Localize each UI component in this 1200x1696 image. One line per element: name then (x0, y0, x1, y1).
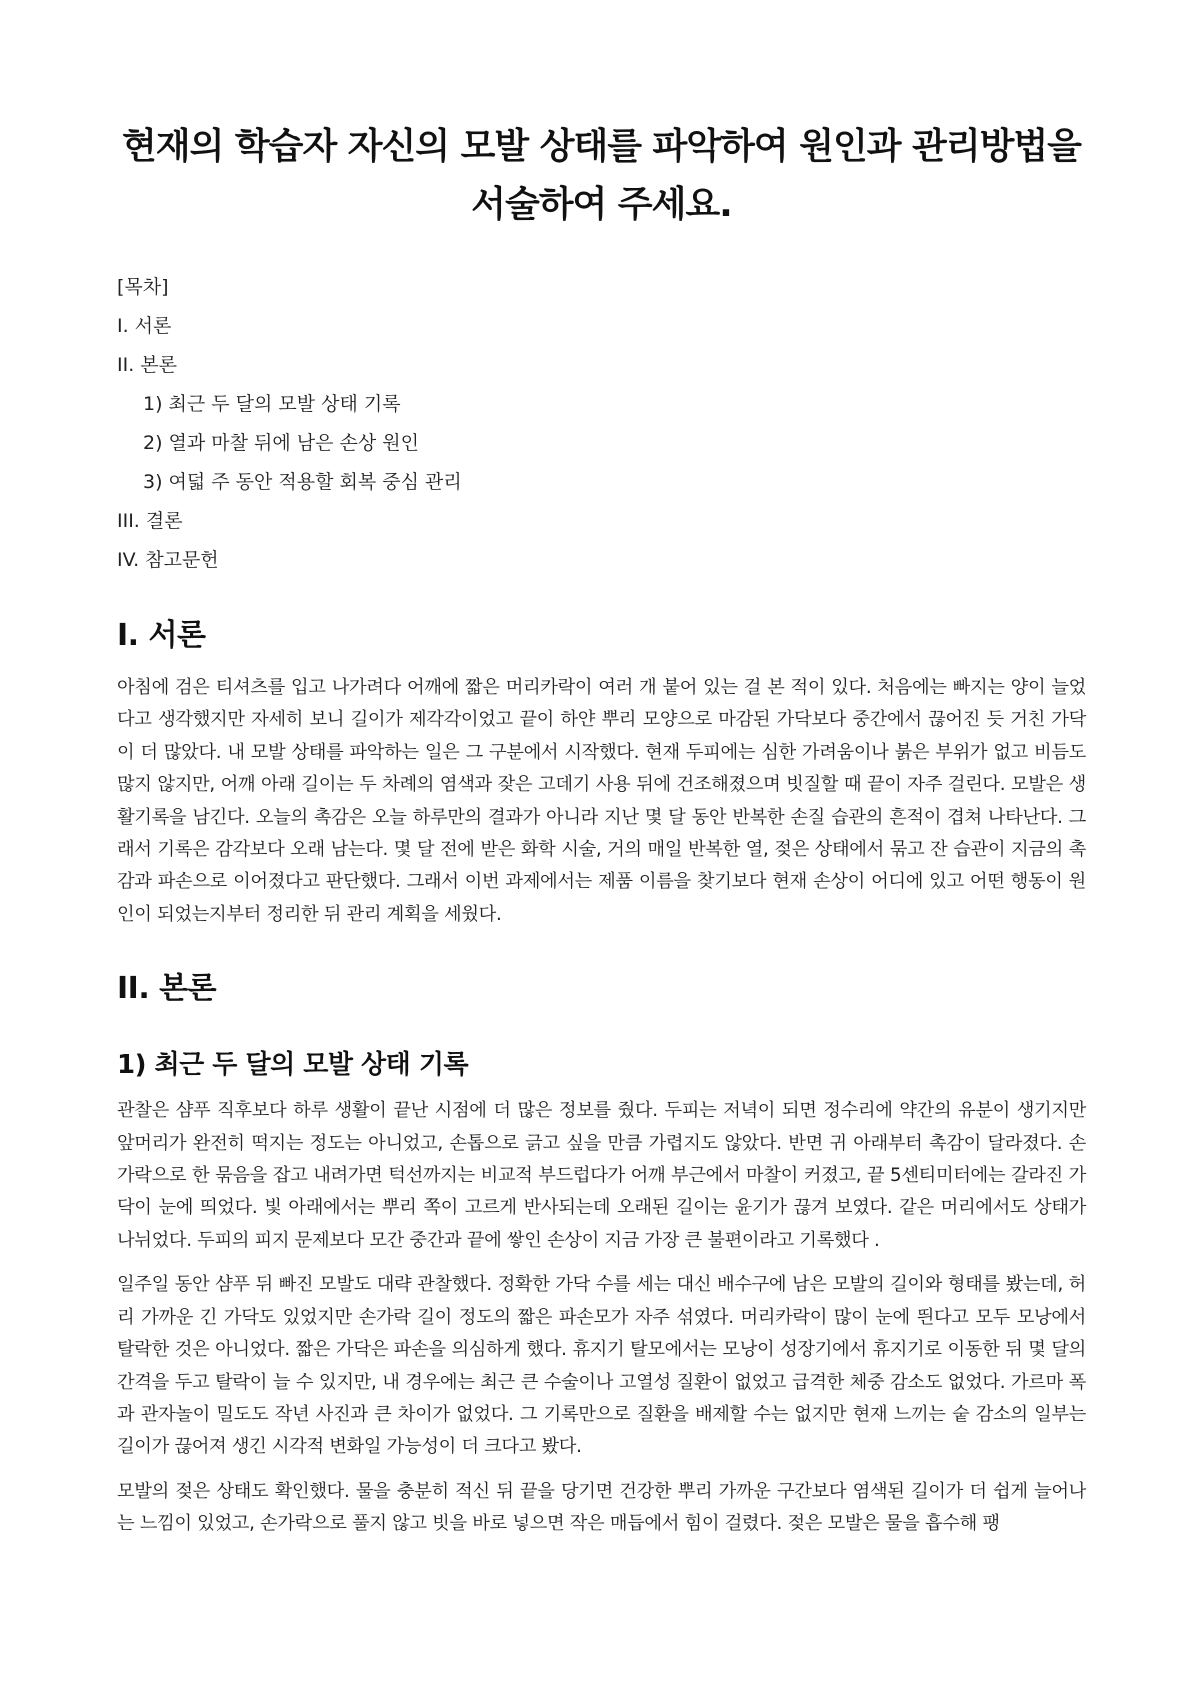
table-of-contents (117, 268, 1086, 580)
toc-item-body-sub1: 1) 최근 두 달의 모발 상태 기록 (143, 393, 401, 415)
subsection-heading-1: 1) 최근 두 달의 모발 상태 기록 (117, 1050, 469, 1081)
document-title: 현재의 학습자 자신의 모발 상태를 파악하여 원인과 관리방법을 서술하여 주세요. (122, 126, 1081, 225)
section-intro (117, 614, 1086, 931)
toc-item-body-sub3: 3) 여덟 주 동안 적용할 회복 중심 관리 (143, 471, 462, 493)
toc-item-body-sub2: 2) 열과 마찰 뒤에 남은 손상 원인 (143, 432, 419, 454)
toc-item-body: II. 본론 (117, 354, 177, 376)
toc-item-references: IV. 참고문헌 (117, 549, 219, 571)
body-paragraph-2: 일주일 동안 샴푸 뒤 빠진 모발도 대략 관찰했다. 정확한 가닥 수를 세는 대신 배수구에 남은 모발의 길이와 형태를 봤는데, 허리 가까운 긴 가닥도 있었지만 손가락 길이 정도의 짧은 파손모가 자주 섞였다. 머리카락이 많이 눈에 띈다고 모두 모낭에서 탈락한 것은 아니었다. 짧은 가닥은 파손을 의심하게 했다. 휴지기 탈모에서는 모낭이 성장기에서 휴지기로 이동한 뒤 몇 달의 간격을 두고 탈락이 늘 수 있지만, 내 경우에는 최근 큰 수술이나 고열성 질환이 없었고 급격한 체중 감소도 없었다. 가르마 폭과 관자놀이 밀도도 작년 사진과 큰 차이가 없었다. 그 기록만으로 질환을 배제할 수는 없지만 현재 느끼는 숱 감소의 일부는 길이가 끊어져 생긴 시각적 변화일 가능성이 더 크다고 봤다. (117, 1274, 1086, 1458)
toc-item-conclusion: III. 결론 (117, 510, 183, 532)
section-heading-body: II. 본론 (117, 971, 217, 1007)
toc-item-intro: I. 서론 (117, 315, 172, 337)
body-paragraph-3: 모발의 젖은 상태도 확인했다. 물을 충분히 적신 뒤 끝을 당기면 건강한 뿌리 가까운 구간보다 염색된 길이가 더 쉽게 늘어나는 느낌이 있었고, 손가락으로 풀지 않고 빗을 바로 넣으면 작은 매듭에서 힘이 걸렸다. 젖은 모발은 물을 흡수해 팽 (117, 1480, 1086, 1535)
toc-heading: [목차] (117, 276, 169, 298)
intro-paragraph: 아침에 검은 티셔츠를 입고 나가려다 어깨에 짧은 머리카락이 여러 개 붙어 있는 걸 본 적이 있다. 처음에는 빠지는 양이 늘었다고 생각했지만 자세히 보니 길이가 제각각이었고 끝이 하얀 뿌리 모양으로 마감된 가닥보다 중간에서 끊어진 듯 거친 가닥이 더 많았다. 내 모발 상태를 파악하는 일은 그 구분에서 시작했다. 현재 두피에는 심한 가려움이나 붉은 부위가 없고 비듬도 많지 않지만, 어깨 아래 길이는 두 차례의 염색과 잦은 고데기 사용 뒤에 건조해졌으며 빗질할 때 끝이 자주 걸린다. 모발은 생활기록을 남긴다. 오늘의 촉감은 오늘 하루만의 결과가 아니라 지난 몇 달 동안 반복한 손질 습관의 흔적이 겹쳐 나타난다. 그래서 기록은 감각보다 오래 남는다. 몇 달 전에 받은 화학 시술, 거의 매일 반복한 열, 젖은 상태에서 묶고 잔 습관이 지금의 촉감과 파손으로 이어졌다고 판단했다. 그래서 이번 과제에서는 제품 이름을 찾기보다 현재 손상이 어디에 있고 어떤 행동이 원인이 되었는지부터 정리한 뒤 관리 계획을 세웠다. (117, 677, 1086, 925)
body-paragraph-1: 관찰은 샴푸 직후보다 하루 생활이 끝난 시점에 더 많은 정보를 줬다. 두피는 저녁이 되면 정수리에 약간의 유분이 생기지만 앞머리가 완전히 떡지는 정도는 아니었고, 손톱으로 긁고 싶을 만큼 가렵지도 않았다. 반면 귀 아래부터 촉감이 달라졌다. 손가락으로 한 묶음을 잡고 내려가면 턱선까지는 비교적 부드럽다가 어깨 부근에서 마찰이 커졌고, 끝 5센티미터에는 갈라진 가닥이 눈에 띄었다. 빛 아래에서는 뿌리 쪽이 고르게 반사되는데 오래된 길이는 윤기가 끊겨 보였다. 같은 머리에서도 상태가 나뉘었다. 두피의 피지 문제보다 모간 중간과 끝에 쌓인 손상이 지금 가장 큰 불편이라고 기록했다 . (117, 1100, 1086, 1251)
section-body (117, 967, 1086, 1540)
section-heading-intro: I. 서론 (117, 618, 206, 653)
